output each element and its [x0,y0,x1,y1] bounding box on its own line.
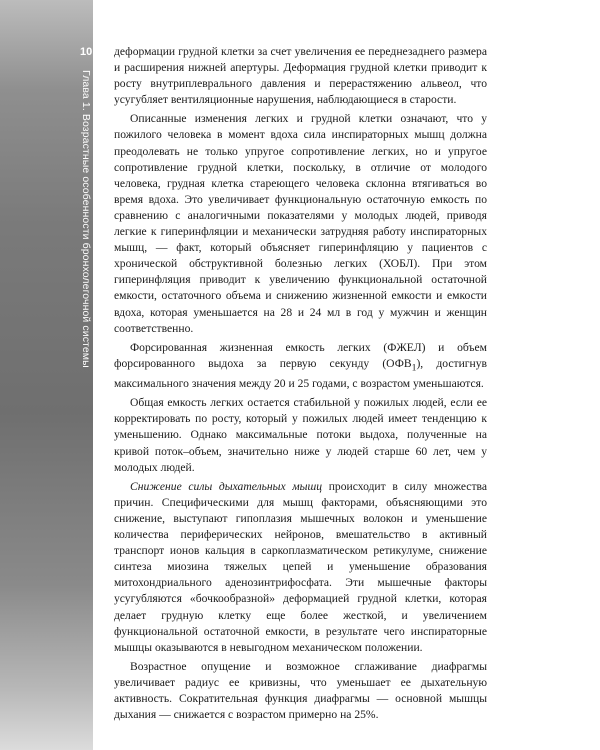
paragraph [114,479,487,656]
paragraph: Возрастное опущение и возможное сглаживание диафрагмы увеличивает радиус ее кривизны, что уменьшает ее дыхательную активность. Сократительная функция диафрагмы — основной мышцы дыхания — снижается с возрастом примерно на 25%. [114,659,487,722]
paragraph: Описанные изменения легких и грудной клетки означают, что у пожилого человека в момент вдоха сила инспираторных мышц должна преодолевать не только упругое сопротивление легких, но и упругое сопротивление грудной клетки, поскольку, в отличие от молодого человека, грудная клетка стареющего человека склонна втягиваться во время вдоха. Это увеличивает функциональную остаточную емкость по сравнению с аналогичными показателями у молодых людей, приводя легкие к гиперинфляции и механически затрудняя работу инспираторных мышц, — факт, который объясняет гиперинфляцию у пациентов с хронической обструктивной болезнью легких (ХОБЛ). При этом гиперинфляция приводит к увеличению функциональной остаточной емкости, остаточного объема и снижению жизненной емкости и емкости вдоха, которая уменьшается на 28 и 24 мл в год у мужчин и женщин соответственно. [114,112,487,335]
chapter-title: Глава 1. Возрастные особенности бронхолегочной системы [80,70,92,368]
paragraph: Общая емкость легких остается стабильной у пожилых людей, если ее корректировать по росту, который у пожилых людей имеет тенденцию к уменьшению. Однако максимальные потоки выдоха, полученные на кривой поток–объем, значительно ниже у людей старше 60 лет, чем у молодых людей. [114,396,487,474]
paragraph-text: ), достигнув максимального значения между 20 и 25 годами, с возрастом уменьшаются. [114,356,488,391]
italic-term: Снижение силы дыхательных мышц [130,479,323,493]
paragraph [114,340,487,393]
chapter-sidebar [0,0,93,750]
paragraph-text: происходит в силу множества причин. Специфическими для мышц факторами, объясняющими это снижение, выступают гипоплазия мышечных волокон и уменьшение количества периферических нейронов, вмешательство в активный транспорт ионов кальция в саркоплазматическом ретикулуме, снижение синтеза миозина тяжелых цепей и уменьшение образования митохондриального аденозинтрифосфата. Эти мышечные факторы усугубляются «бочкообразной» деформацией грудной клетки, которая делает грудную клетку еще более жесткой, и увеличением функциональной остаточной емкости, в результате чего инспираторные мышцы оказываются в невыгодном механическом положении. [114,479,487,654]
page-number: 10 [80,46,93,58]
paragraph-text: Форсированная жизненная емкость легких (ФЖЕЛ) и объем форсированного выдоха за первую секунду (ОФВ [114,340,487,370]
page-body [114,44,487,726]
subscript: 1 [411,362,417,374]
paragraph: деформации грудной клетки за счет увеличения ее переднезаднего размера и расширения нижней апертуры. Деформация грудной клетки приводит к росту внутриплеврального давления и перерастяжению альвеол, что усугубляет вентиляционные нарушения, наблюдающиеся в старости. [114,45,487,107]
